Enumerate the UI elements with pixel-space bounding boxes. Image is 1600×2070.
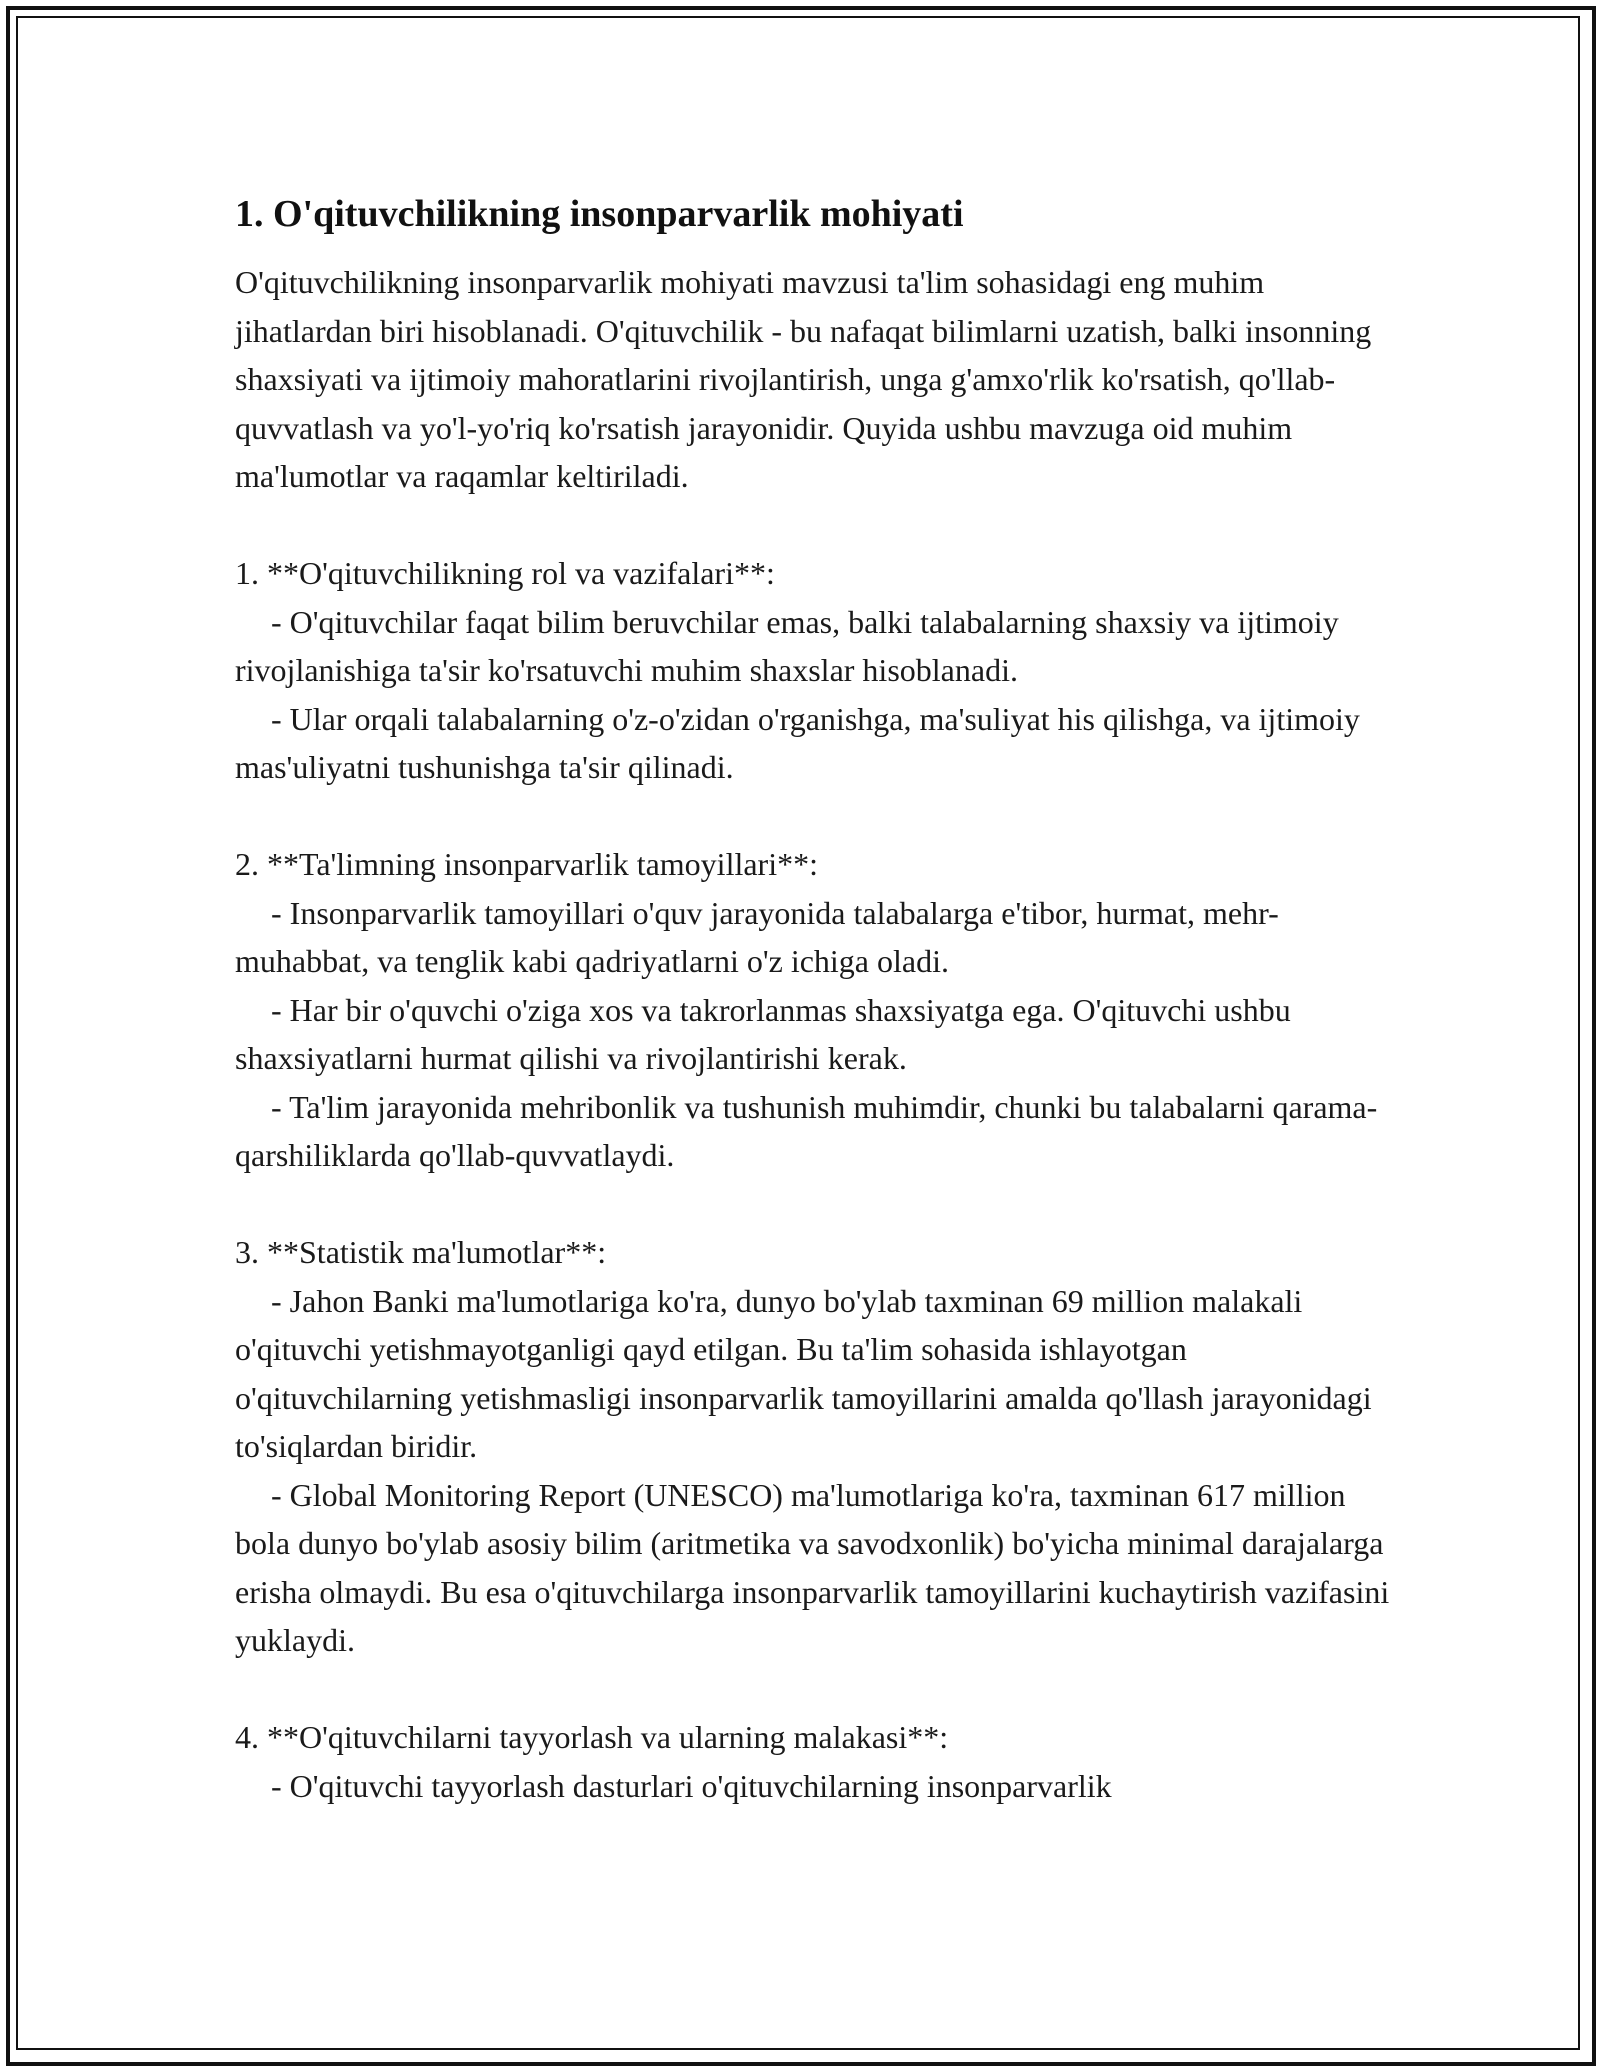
section-spacer bbox=[235, 1180, 1395, 1229]
bullet-item: - Har bir o'quvchi o'ziga xos va takrorlanmas shaxsiyatga ega. O'qituvchi ushbu shaxsiyatlarni hurmat qilishi va rivojlantirishi kerak. bbox=[235, 991, 1291, 1076]
bullet-item: - Ta'lim jarayonida mehribonlik va tushunish muhimdir, chunki bu talabalarni qarama-qarshiliklarda qo'llab-quvvatlaydi. bbox=[235, 1088, 1378, 1173]
section-spacer bbox=[235, 792, 1395, 841]
section-4 bbox=[235, 1713, 1395, 1810]
section-heading: 4. **O'qituvchilarni tayyorlash va ularning malakasi**: bbox=[235, 1719, 949, 1755]
bullet-item: - O'qituvchilar faqat bilim beruvchilar emas, balki talabalarning shaxsiy va ijtimoiy rivojlanishiga ta'sir ko'rsatuvchi muhim shaxslar hisoblanadi. bbox=[235, 603, 1339, 688]
bullet-item: - Jahon Banki ma'lumotlariga ko'ra, dunyo bo'ylab taxminan 69 million malakali o'qituvchi yetishmayotganligi qayd etilgan. Bu ta'lim sohasida ishlayotgan o'qituvchilarning yetishmasligi insonparvarlik tamoyillarini amalda qo'llash jarayonidagi to'siqlardan biridir. bbox=[235, 1282, 1372, 1464]
section-2 bbox=[235, 840, 1395, 1180]
document-title: 1. O'qituvchilikning insonparvarlik mohiyati bbox=[235, 193, 964, 235]
section-heading: 2. **Ta'limning insonparvarlik tamoyillari**: bbox=[235, 846, 818, 882]
bullet-item: - O'qituvchi tayyorlash dasturlari o'qituvchilarning insonparvarlik bbox=[271, 1767, 1112, 1804]
section-spacer bbox=[235, 1665, 1395, 1714]
section-spacer bbox=[235, 501, 1395, 550]
section-heading: 3. **Statistik ma'lumotlar**: bbox=[235, 1234, 607, 1270]
bullet-item: - Insonparvarlik tamoyillari o'quv jarayonida talabalarga e'tibor, hurmat, mehr-muhabbat, va tenglik kabi qadriyatlarni o'z ichiga oladi. bbox=[235, 894, 1279, 979]
bullet-item: - Global Monitoring Report (UNESCO) ma'lumotlariga ko'ra, taxminan 617 million bola dunyo bo'ylab asosiy bilim (aritmetika va savodxonlik) bo'yicha minimal darajalarga erisha olmaydi. Bu esa o'qituvchilarga insonparvarlik tamoyillarini kuchaytirish vazifasini yuklaydi. bbox=[235, 1476, 1390, 1658]
intro-paragraph: O'qituvchilikning insonparvarlik mohiyati mavzusi ta'lim sohasidagi eng muhim jihatlardan biri hisoblanadi. O'qituvchilik - bu nafaqat bilimlarni uzatish, balki insonning shaxsiyati va ijtimoiy mahoratlarini rivojlantirish, unga g'amxo'rlik ko'rsatish, qo'llab-quvvatlash va yo'l-yo'riq ko'rsatish jarayonidir. Quyida ushbu mavzuga oid muhim ma'lumotlar va raqamlar keltiriladi. bbox=[235, 264, 1372, 494]
document-page bbox=[235, 190, 1395, 1810]
section-heading: 1. **O'qituvchilikning rol va vazifalari**: bbox=[235, 555, 775, 591]
section-3 bbox=[235, 1228, 1395, 1665]
bullet-item: - Ular orqali talabalarning o'z-o'zidan o'rganishga, ma'suliyat his qilishga, va ijtimoiy mas'uliyatni tushunishga ta'sir qilinadi. bbox=[235, 700, 1360, 785]
section-1 bbox=[235, 549, 1395, 792]
